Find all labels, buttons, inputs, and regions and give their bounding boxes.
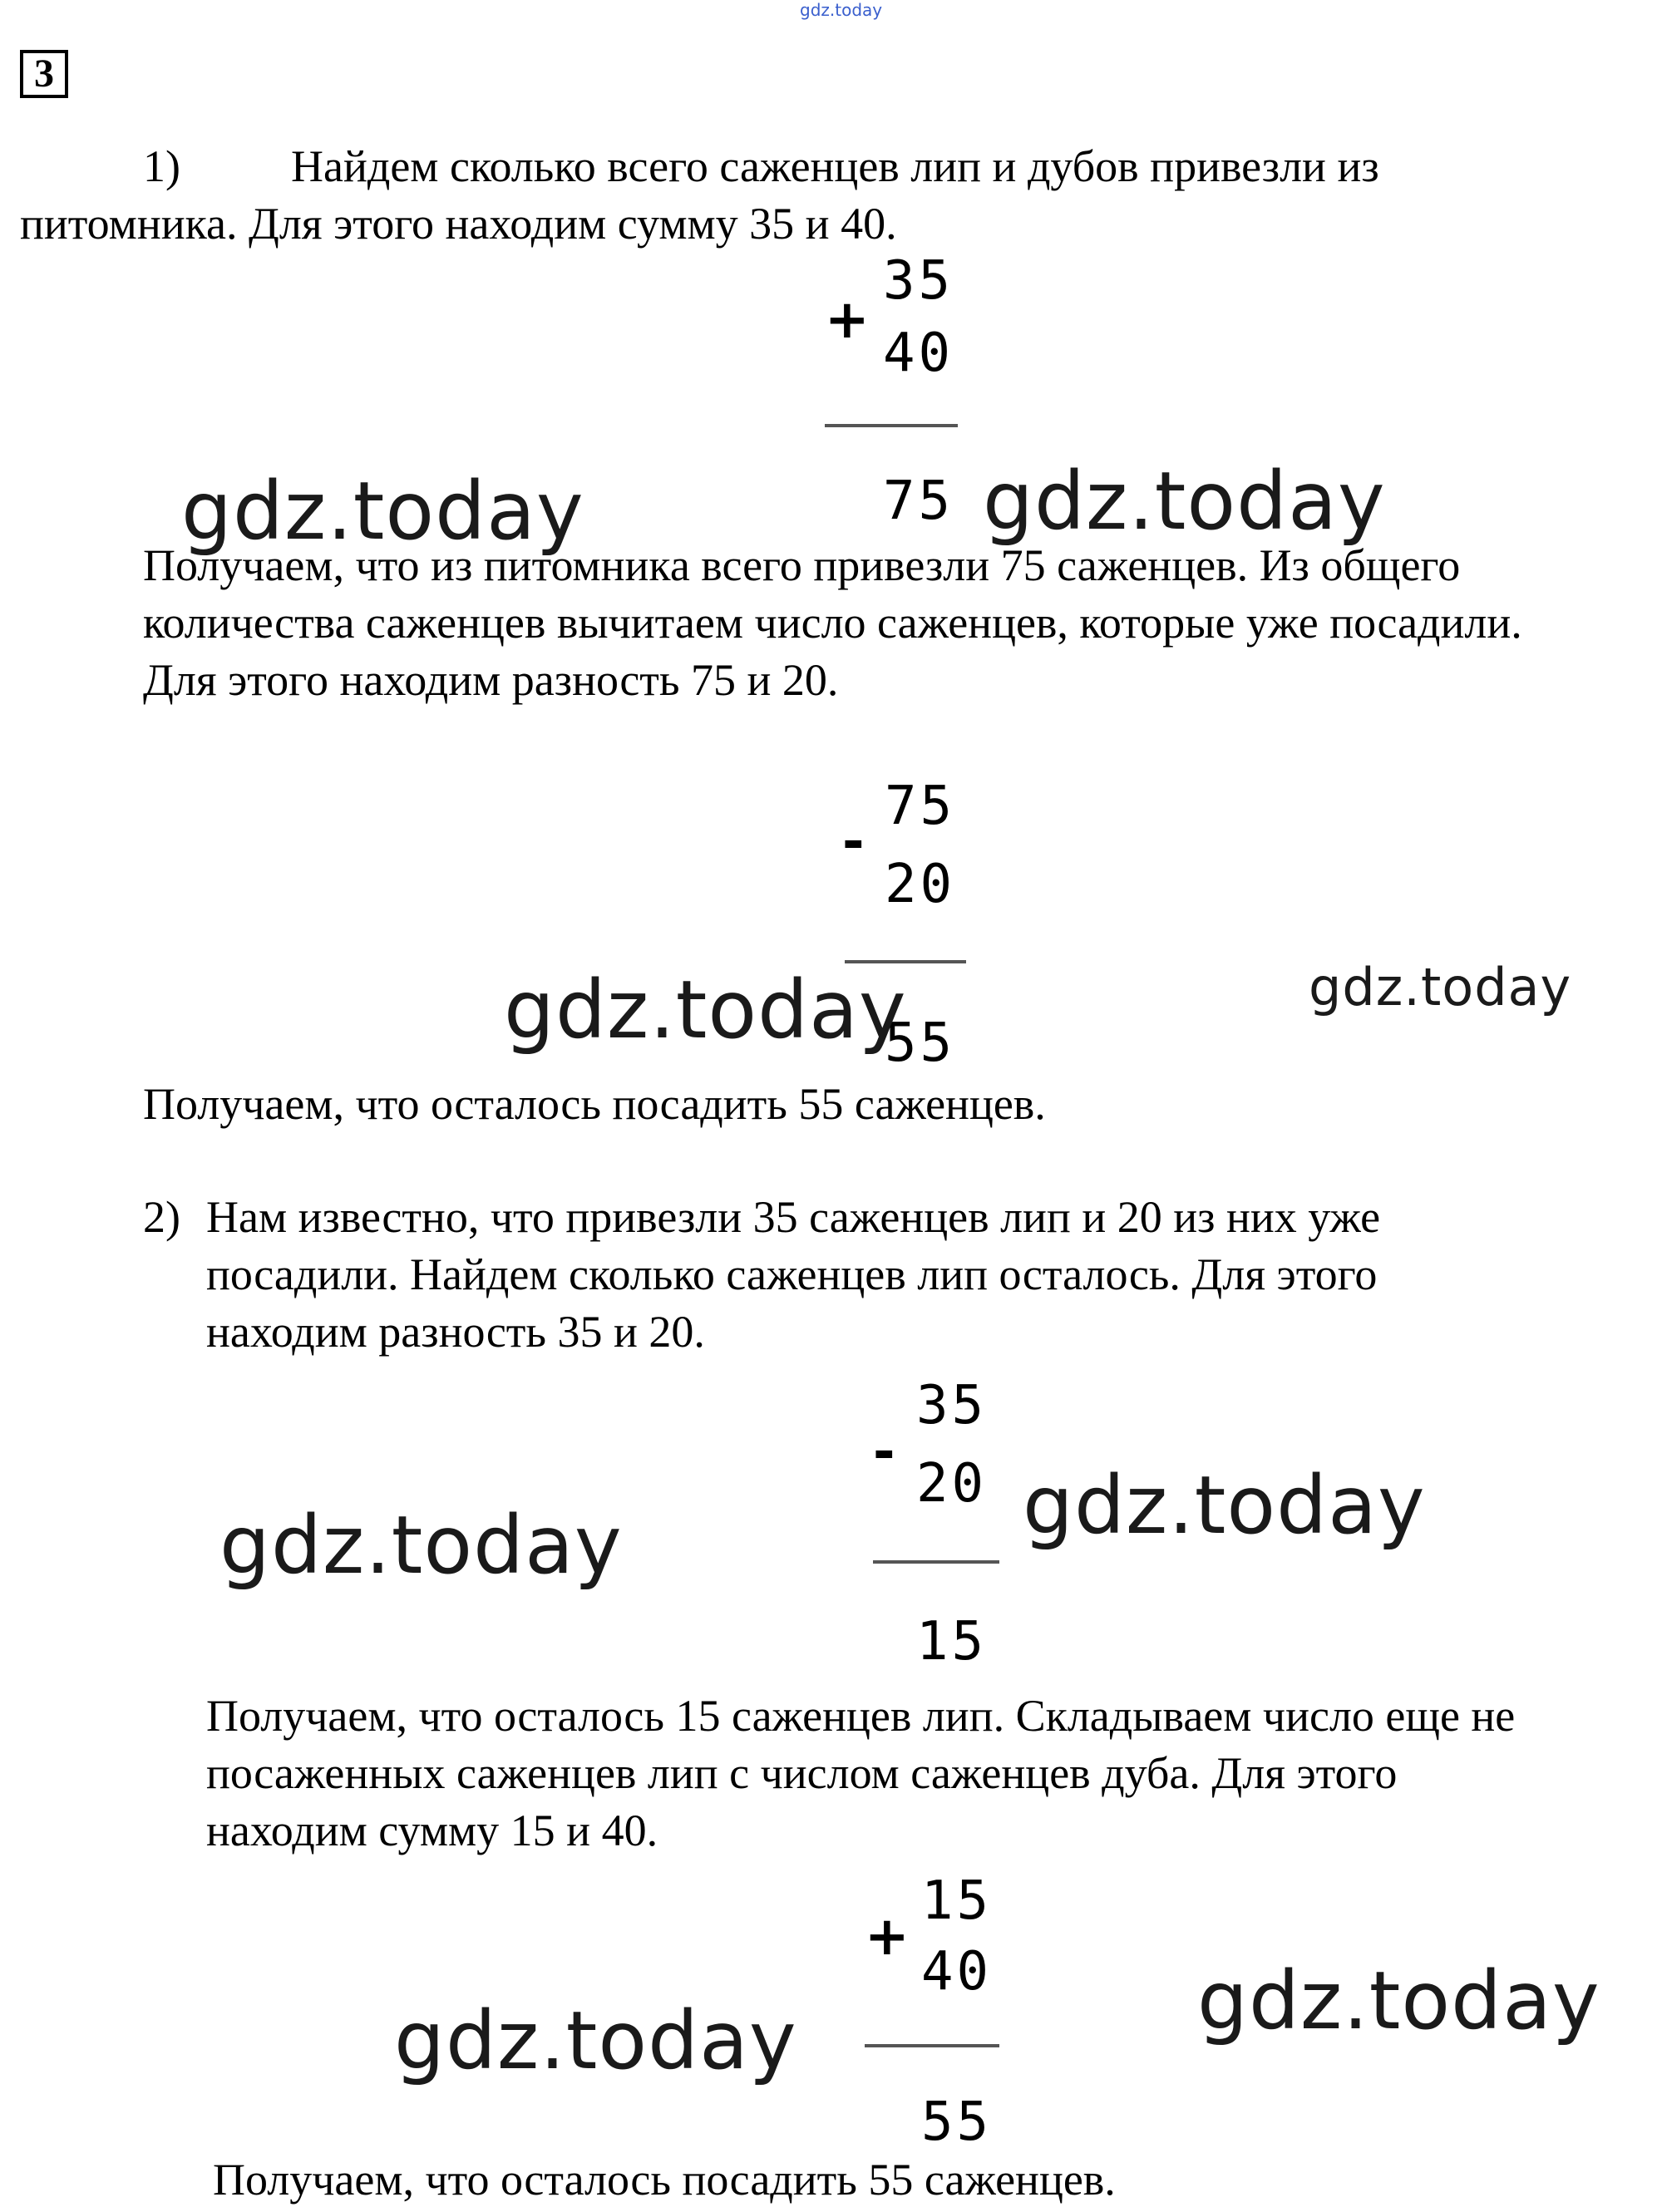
part1-marker: 1) bbox=[143, 141, 180, 191]
diff-divider-line bbox=[873, 1560, 999, 1564]
part1-intro-line2: питомника. Для этого находим сумму 35 и 40. bbox=[20, 199, 897, 249]
diff-result: 55 bbox=[885, 1012, 956, 1074]
text-line: находим разность 35 и 20. bbox=[206, 1307, 705, 1357]
diff-operand-b: 20 bbox=[885, 854, 956, 915]
sum-divider-line bbox=[865, 2044, 999, 2047]
part2-conclusion: Получаем, что осталось посадить 55 саженцев. bbox=[213, 2155, 1116, 2205]
watermark: gdz.today bbox=[983, 455, 1386, 548]
diff-result: 15 bbox=[916, 1611, 988, 1673]
text-line: количества саженцев вычитаем число саженцев, которые уже посадили. bbox=[143, 598, 1522, 648]
watermark: gdz.today bbox=[504, 963, 907, 1057]
sum-result: 75 bbox=[883, 470, 954, 532]
part1-intro-line1: Найдем сколько всего саженцев лип и дубов привезли из bbox=[291, 141, 1379, 191]
minus-sign: - bbox=[873, 1421, 895, 1483]
part2-result-text bbox=[206, 1687, 1515, 1860]
watermark: gdz.today bbox=[394, 1994, 797, 2087]
watermark: gdz.today bbox=[1197, 1954, 1600, 2047]
text-line: Получаем, что из питомника всего привезли 75 саженцев. Из общего bbox=[143, 540, 1461, 590]
watermark: gdz.today bbox=[181, 465, 584, 558]
text-line: Для этого находим разность 75 и 20. bbox=[143, 655, 839, 705]
part2-intro-text bbox=[206, 1189, 1380, 1361]
text-line: Нам известно, что привезли 35 саженцев лип и 20 из них уже bbox=[206, 1192, 1381, 1242]
task-number-box: 3 bbox=[20, 50, 68, 98]
plus-sign: + bbox=[865, 1906, 910, 1968]
text-line: посаженных саженцев лип с числом саженцев дуба. Для этого bbox=[206, 1748, 1398, 1798]
text-line: посадили. Найдем сколько саженцев лип осталось. Для этого bbox=[206, 1249, 1378, 1299]
part2-marker: 2) bbox=[143, 1192, 180, 1242]
watermark: gdz.today bbox=[1309, 957, 1572, 1017]
minus-sign: - bbox=[842, 811, 865, 873]
watermark: gdz.today bbox=[219, 1499, 623, 1592]
watermark: gdz.today bbox=[1023, 1459, 1426, 1552]
sum-operand-b: 40 bbox=[921, 1941, 993, 2003]
sum-result: 55 bbox=[921, 2091, 993, 2153]
text-line: находим сумму 15 и 40. bbox=[206, 1806, 658, 1855]
sum-operand-b: 40 bbox=[883, 323, 954, 384]
diff-operand-b: 20 bbox=[916, 1453, 988, 1515]
diff-operand-a: 35 bbox=[916, 1375, 988, 1436]
top-watermark: gdz.today bbox=[800, 0, 883, 20]
diff-operand-a: 75 bbox=[885, 776, 956, 837]
sum-divider-line bbox=[825, 424, 958, 427]
plus-sign: + bbox=[825, 289, 870, 351]
sum-operand-a: 35 bbox=[883, 250, 954, 312]
sum-operand-a: 15 bbox=[921, 1870, 993, 1932]
part1-result-text bbox=[143, 537, 1522, 709]
part1-conclusion: Получаем, что осталось посадить 55 саженцев. bbox=[143, 1079, 1046, 1129]
text-line: Получаем, что осталось 15 саженцев лип. Складываем число еще не bbox=[206, 1691, 1516, 1741]
